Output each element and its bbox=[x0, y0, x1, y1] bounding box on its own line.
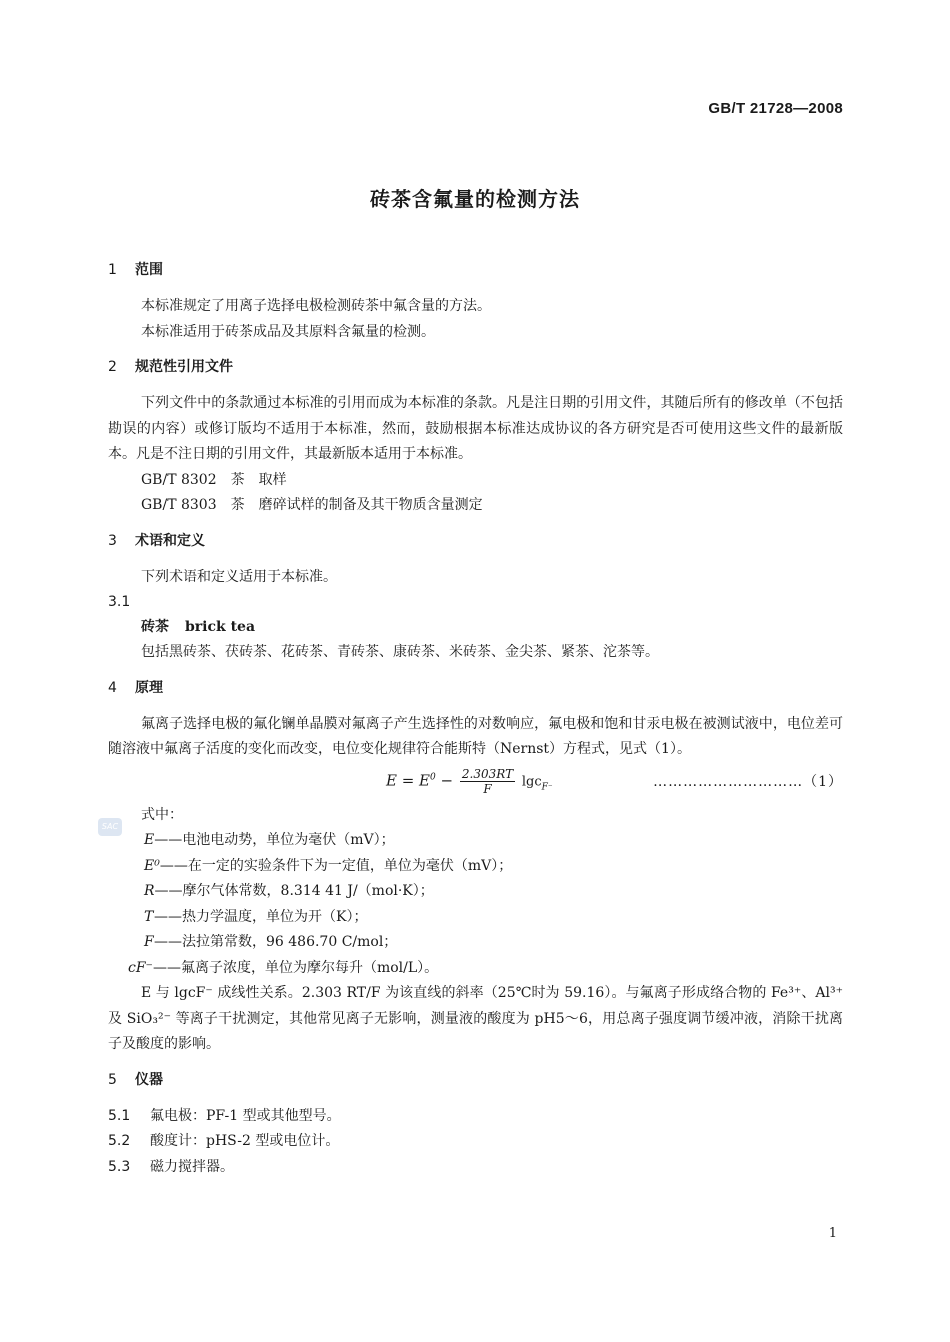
symbol-definition: F——法拉第常数，96 486.70 C/mol； bbox=[144, 934, 398, 950]
symbol-definition: E⁰——在一定的实验条件下为一定值，单位为毫伏（mV）； bbox=[144, 857, 513, 874]
symbol-definition: cF⁻——氟离子浓度，单位为摩尔每升（mol/L）。 bbox=[128, 959, 439, 976]
where-label: 式中： bbox=[141, 806, 183, 823]
section-heading-2: 2 规范性引用文件 bbox=[108, 359, 233, 375]
section-3-paragraph: 下列术语和定义适用于本标准。 bbox=[141, 568, 337, 585]
section-heading-4: 4 原理 bbox=[108, 679, 163, 696]
document-body bbox=[108, 258, 843, 1180]
section-heading-1: 1 范围 bbox=[108, 262, 163, 278]
symbol-definition: T——热力学温度，单位为开（K）； bbox=[144, 908, 368, 925]
section-4-paragraph-2: E 与 lgcF⁻ 成线性关系。2.303 RT/F 为该直线的斜率（25℃时为 59.16）。与氟离子形成络合物的 Fe³⁺、Al³⁺ 及 SiO₃²⁻ 等离子干扰测定，其他常见离子无影响，测量液的酸度为 pH5～6，用总离子强度调节缓冲液，消除干扰离子及酸度的影响。 bbox=[108, 985, 843, 1052]
apparatus-item: 5.3 磁力搅拌器。 bbox=[108, 1158, 234, 1175]
term-entry: 砖茶 brick tea bbox=[141, 619, 256, 635]
subclause-number: 3.1 bbox=[108, 594, 131, 610]
standard-code: GB/T 21728—2008 bbox=[708, 100, 843, 117]
section-1-paragraph-2: 本标准适用于砖茶成品及其原料含氟量的检测。 bbox=[141, 323, 435, 340]
normative-reference: GB/T 8303 茶 磨碎试样的制备及其干物质含量测定 bbox=[141, 497, 483, 513]
apparatus-item: 5.1 氟电极：PF-1 型或其他型号。 bbox=[108, 1107, 341, 1124]
equation-fraction: $\frac{2.303RT}{F}$ bbox=[461, 766, 514, 796]
sac-watermark-logo: SAC bbox=[98, 818, 122, 836]
nernst-equation bbox=[108, 765, 843, 801]
equation-expression: $E = E^0$ − $\frac{2.303RT}{F}$ lgc$_{F^-}$ bbox=[386, 766, 553, 796]
apparatus-item: 5.2 酸度计：pHS-2 型或电位计。 bbox=[108, 1133, 340, 1149]
section-heading-3: 3 术语和定义 bbox=[108, 532, 205, 549]
section-4-paragraph-1: 氟离子选择电极的氟化镧单晶膜对氟离子产生选择性的对数响应，氟电极和饱和甘汞电极在被测试液中，电位差可随溶液中氟离子活度的变化而改变，电位变化规律符合能斯特（Nernst）方程式，见式（1）。 bbox=[108, 715, 843, 757]
symbol-definition: E——电池电动势，单位为毫伏（mV）； bbox=[144, 832, 395, 848]
term-definition: 包括黑砖茶、茯砖茶、花砖茶、青砖茶、康砖茶、米砖茶、金尖茶、紧茶、沱茶等。 bbox=[141, 644, 659, 660]
equation-number: …………………………（1） bbox=[653, 773, 843, 790]
section-2-paragraph: 下列文件中的条款通过本标准的引用而成为本标准的条款。凡是注日期的引用文件，其随后所有的修改单（不包括勘误的内容）或修订版均不适用于本标准，然而，鼓励根据本标准达成协议的各方研究是否可使用这些文件的最新版本。凡是不注日期的引用文件，其最新版本适用于本标准。 bbox=[108, 395, 843, 462]
symbol-definition: R——摩尔气体常数，8.314 41 J/（mol·K）； bbox=[144, 883, 434, 899]
page-number: 1 bbox=[828, 1226, 837, 1241]
section-1-paragraph-1: 本标准规定了用离子选择电极检测砖茶中氟含量的方法。 bbox=[141, 298, 491, 314]
document-title: 砖茶含氟量的检测方法 bbox=[370, 187, 580, 211]
normative-reference: GB/T 8302 茶 取样 bbox=[141, 471, 287, 488]
section-heading-5: 5 仪器 bbox=[108, 1071, 163, 1088]
